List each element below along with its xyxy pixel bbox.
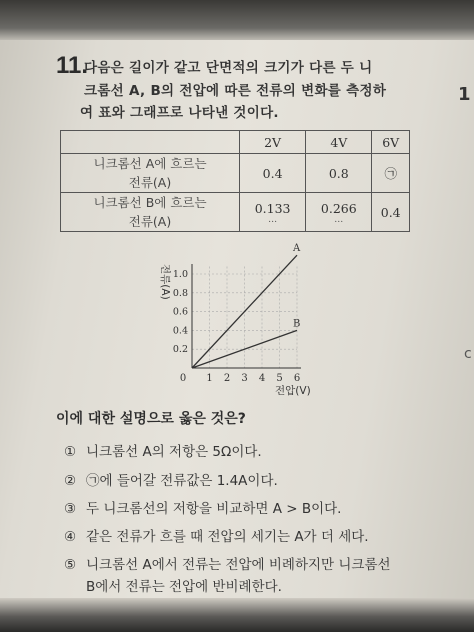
- ellipsis-mark: …: [334, 214, 344, 225]
- option-5[interactable]: [64, 553, 391, 573]
- option-text: B에서 전류는 전압에 반비례한다.: [86, 579, 282, 595]
- question-line-1: 다음은 길이가 같고 단면적의 크기가 다른 두 니: [84, 60, 373, 76]
- option-number: ⑤: [64, 557, 77, 573]
- table-cell: 0.4: [240, 154, 306, 193]
- table-cell: 0.8: [306, 154, 372, 193]
- question-number: 11.: [56, 52, 89, 79]
- table-row: [61, 193, 410, 232]
- table-header-cell: 6V: [372, 131, 410, 154]
- table-header-cell: 4V: [306, 131, 372, 154]
- table-header-row: [61, 131, 410, 154]
- option-text: 니크롬선 A의 저항은 5Ω이다.: [86, 444, 262, 460]
- question-line-2: 크롬선 A, B의 전압에 따른 전류의 변화를 측정하: [84, 83, 387, 99]
- table-header-cell: [61, 131, 240, 154]
- x-tick-label: 0: [179, 373, 187, 384]
- question-line-3: 여 표와 그래프로 나타낸 것이다.: [80, 105, 279, 121]
- option-4[interactable]: [64, 525, 369, 545]
- option-text: ㉠에 들어갈 전류값은 1.4A이다.: [86, 473, 278, 489]
- x-tick-label: 4: [258, 373, 266, 384]
- x-axis-label: 전압(V): [275, 385, 311, 397]
- table-cell: ㉠: [372, 154, 410, 193]
- row-label-line: 니크롬선 A에 흐르는: [93, 156, 207, 171]
- x-tick-label: 5: [276, 373, 283, 384]
- x-tick-label: 3: [241, 373, 248, 384]
- ellipsis-mark: …: [268, 214, 278, 225]
- current-voltage-graph: [150, 243, 330, 398]
- row-label-line: 전류(A): [128, 175, 172, 190]
- cell-value: 0.133: [254, 200, 291, 216]
- current-table: [60, 130, 410, 232]
- option-text: 니크롬선 A에서 전류는 전압에 비례하지만 니크롬선: [86, 557, 391, 573]
- option-number: ②: [64, 473, 77, 489]
- option-1[interactable]: [64, 440, 262, 460]
- row-label: [61, 154, 240, 193]
- option-number: ③: [64, 501, 77, 517]
- option-number: ④: [64, 529, 77, 545]
- option-2[interactable]: [64, 469, 278, 489]
- y-tick-label: 0.6: [172, 306, 188, 318]
- question-prompt: 이에 대한 설명으로 옳은 것은?: [56, 411, 246, 427]
- y-tick-label: 0.2: [172, 344, 188, 356]
- cell-value: 0.266: [320, 200, 357, 216]
- table-header-cell: 2V: [240, 131, 306, 154]
- option-3[interactable]: [64, 497, 341, 517]
- option-text: 두 니크롬선의 저항을 비교하면 A > B이다.: [86, 501, 342, 517]
- y-tick-label: 1.0: [172, 269, 188, 280]
- side-letter: c: [464, 346, 472, 362]
- option-number: ①: [64, 444, 77, 460]
- table-cell: [306, 193, 372, 232]
- series-label-a: A: [293, 243, 301, 255]
- x-tick-label: 2: [223, 373, 231, 384]
- table-row: [61, 154, 410, 193]
- series-label-b: B: [293, 318, 301, 330]
- x-tick-label: 6: [293, 373, 301, 384]
- table-cell: [240, 193, 306, 232]
- x-tick-label: 1: [206, 373, 213, 384]
- row-label: [61, 193, 240, 232]
- table-cell: 0.4: [372, 193, 410, 232]
- row-label-line: 전류(A): [128, 214, 172, 229]
- y-tick-label: 0.8: [172, 287, 188, 299]
- option-text: 같은 전류가 흐를 때 전압의 세기는 A가 더 세다.: [86, 529, 369, 545]
- side-page-number: 1: [458, 84, 471, 105]
- y-axis-label: 전류(A): [159, 264, 171, 300]
- y-tick-label: 0.4: [172, 325, 188, 337]
- row-label-line: 니크롬선 B에 흐르는: [93, 195, 207, 210]
- option-5-continued: [86, 575, 282, 595]
